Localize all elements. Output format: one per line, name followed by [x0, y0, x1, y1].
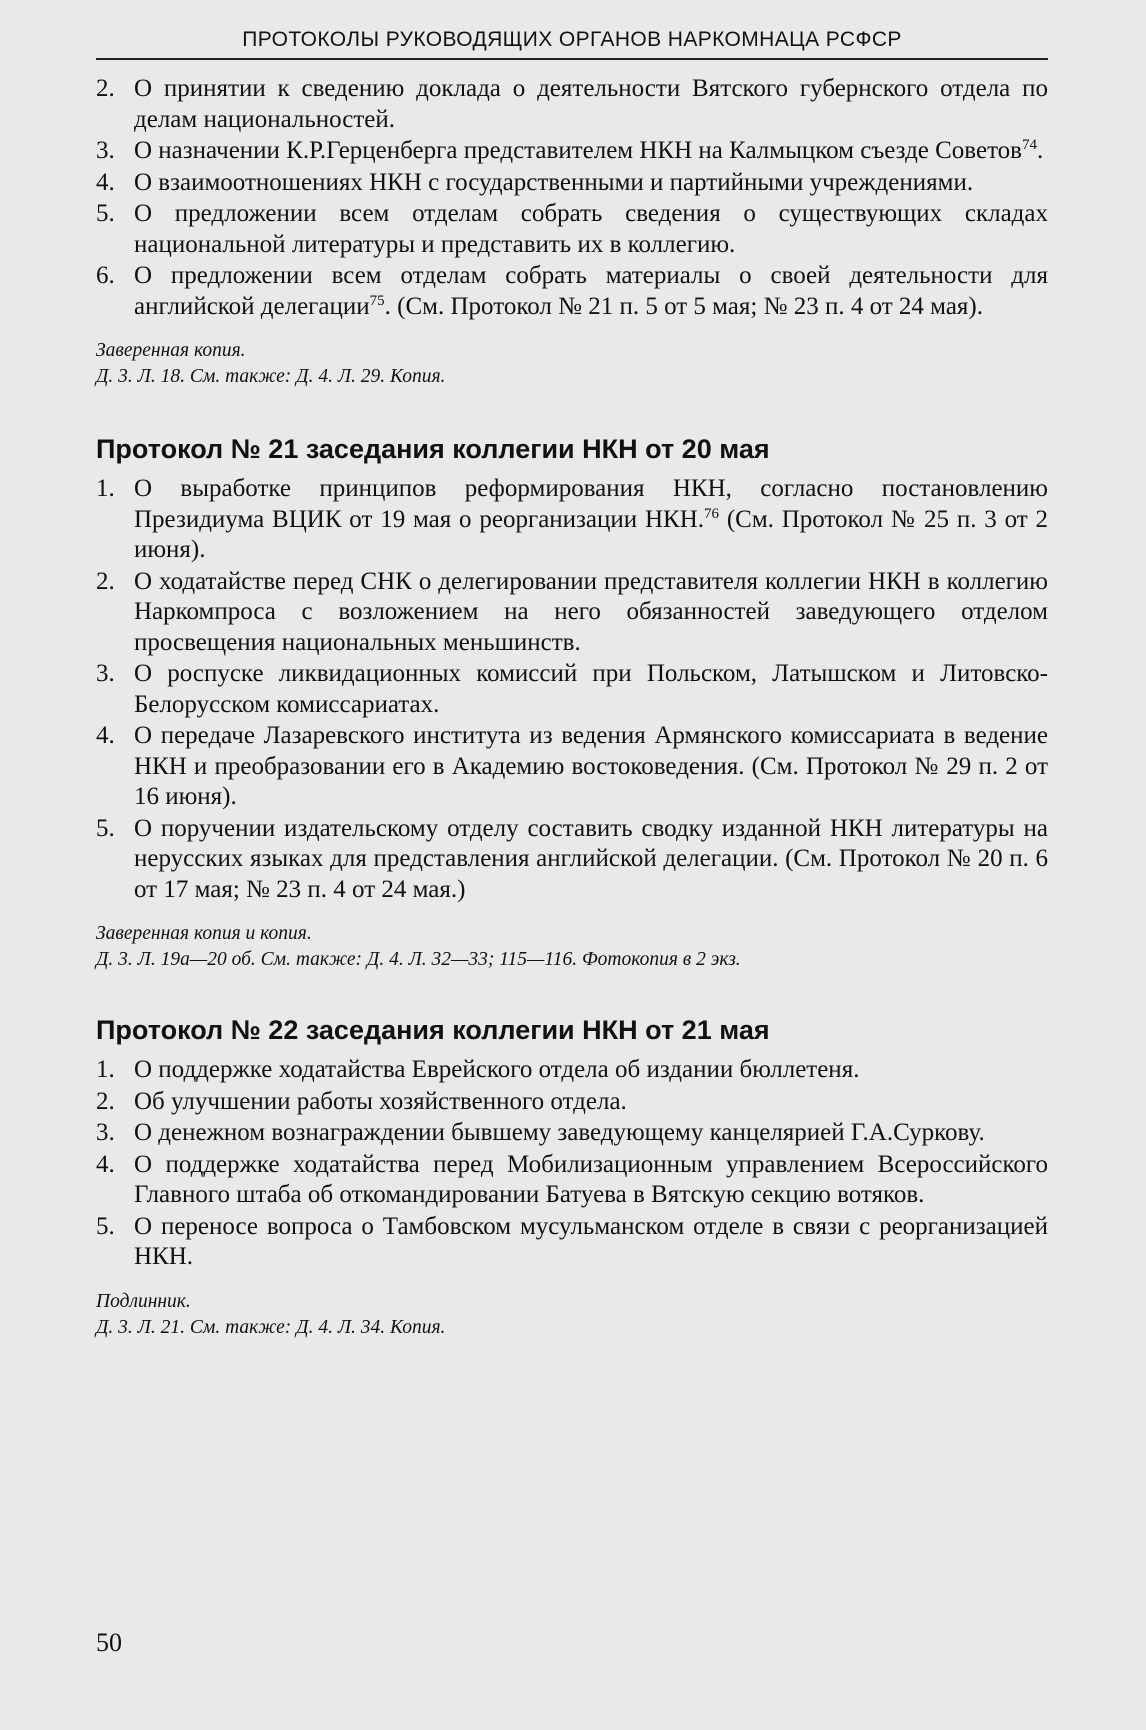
footnote-ref: 74 — [1021, 137, 1037, 153]
agenda-item: 5. О поручении издательскому отделу составить сводку изданной НКН литературы на нерусских языках для представления английской делегации. (См. Протокол № 20 п. 6 от 17 мая; № 23 п. 4 от 24 мая.) — [96, 814, 1048, 903]
agenda-item: 5. О переносе вопроса о Тамбовском мусульманском отделе в связи с реорганизацией НКН. — [96, 1212, 1048, 1270]
header-rule — [96, 58, 1048, 60]
agenda-item: 2. Об улучшении работы хозяйственного отдела. — [96, 1087, 627, 1115]
protocol-22-title: Протокол № 22 заседания коллегии НКН от 21 мая — [96, 1015, 770, 1045]
archival-note — [96, 1289, 1048, 1341]
agenda-list-continued — [96, 74, 1048, 322]
agenda-item: 1. О поддержке ходатайства Еврейского отдела об издании бюллетеня. — [96, 1056, 860, 1083]
archive-reference: Д. 3. Л. 18. См. также: Д. 4. Л. 29. Копия. — [96, 366, 446, 387]
agenda-item: 4. О взаимоотношениях НКН с государственными и партийными учреждениями. — [96, 168, 974, 196]
footnote-ref: 76 — [704, 505, 720, 522]
agenda-item: 3. О роспуске ликвидационных комиссий при Польском, Латышском и Литовско-Белорусском комиссариатах. — [96, 660, 1048, 718]
agenda-item: 4. О передаче Лазаревского института из ведения Армянского комиссариата в ведение НКН и преобразовании его в Академию востоковедения. (См. Протокол № 29 п. 2 от 16 июня). — [96, 722, 1048, 810]
archival-note — [96, 921, 1048, 973]
protocol-22-agenda — [96, 1055, 1048, 1273]
page-content — [96, 74, 1048, 1341]
agenda-item: 1. О выработке принципов реформирования НКН, согласно постановлению Президиума ВЦИК от 19 мая о реорганизации НКН.$^{76}$ (См. Протокол № 25 п. 3 от 2 июня). — [96, 475, 1048, 563]
archive-reference: Д. 3. Л. 19а—20 об. См. также: Д. 4. Л. 32—33; 115—116. Фотокопия в 2 экз. — [96, 949, 741, 970]
archive-reference: Д. 3. Л. 21. См. также: Д. 4. Л. 34. Копия. — [96, 1316, 446, 1338]
copy-type: Заверенная копия и копия. — [96, 923, 312, 944]
page-number: 50 — [96, 1628, 122, 1657]
agenda-item: 3. О денежном вознаграждении бывшему заведующему канцелярией Г.А.Суркову. — [96, 1119, 985, 1146]
protocol-21-agenda — [96, 474, 1048, 905]
copy-type: Заверенная копия. — [96, 340, 246, 361]
agenda-item: 3. О назначении К.Р.Герценберга представителем НКН на Калмыцком съезде Советов$^{74}$. — [96, 137, 1044, 164]
running-header: ПРОТОКОЛЫ РУКОВОДЯЩИХ ОРГАНОВ НАРКОМНАЦА РСФСР — [242, 28, 902, 51]
copy-type: Подлинник. — [96, 1290, 191, 1312]
agenda-item: 6. О предложении всем отделам собрать материалы о своей деятельности для английской делегации$^{75}$. (См. Протокол № 21 п. 5 от 5 мая; № 23 п. 4 от 24 мая). — [96, 262, 1048, 320]
agenda-item: 4. О поддержке ходатайства перед Мобилизационным управлением Всероссийского Главного штаба об откомандировании Батуева в Вятскую секцию вотяков. — [96, 1150, 1048, 1208]
footnote-ref: 75 — [369, 292, 385, 309]
archival-note — [96, 338, 1048, 390]
agenda-item: 5. О предложении всем отделам собрать сведения о существующих складах национальной литературы и представить их в коллегию. — [96, 200, 1048, 258]
protocol-21-title: Протокол № 21 заседания коллегии НКН от 20 мая — [96, 434, 770, 464]
agenda-item: 2. О принятии к сведению доклада о деятельности Вятского губернского отдела по делам национальностей. — [96, 75, 1048, 133]
agenda-item: 2. О ходатайстве перед СНК о делегировании представителя коллегии НКН в коллегию Наркомпроса с возложением на него обязанностей заведующего отделом просвещения национальных меньшинств. — [96, 567, 1048, 656]
